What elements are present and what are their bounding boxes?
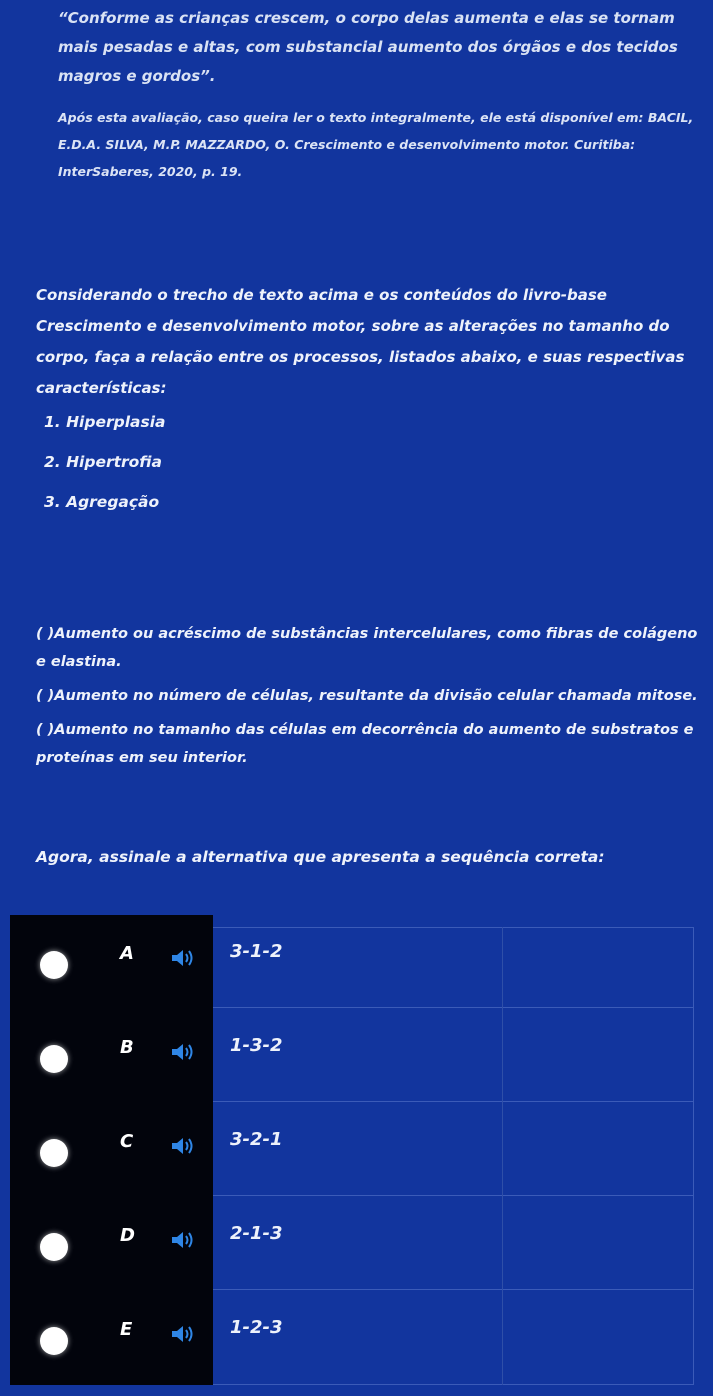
- option-divider: [213, 1101, 694, 1102]
- option-a[interactable]: [10, 915, 694, 1007]
- option-letter: E: [120, 1319, 133, 1340]
- process-list: [44, 402, 544, 522]
- statement-item: ( )Aumento no número de células, resultante da divisão celular chamada mitose.: [36, 688, 698, 704]
- option-d[interactable]: [10, 1197, 694, 1289]
- option-c[interactable]: [10, 1103, 694, 1195]
- speaker-icon[interactable]: [170, 1229, 196, 1251]
- speaker-icon[interactable]: [170, 1323, 196, 1345]
- option-sequence: 2-1-3: [230, 1223, 283, 1244]
- speaker-icon[interactable]: [170, 947, 196, 969]
- radio-icon[interactable]: [40, 1327, 68, 1355]
- option-letter: B: [120, 1037, 134, 1058]
- option-sequence: 1-2-3: [230, 1317, 283, 1338]
- option-divider: [213, 1195, 694, 1196]
- speaker-icon[interactable]: [170, 1135, 196, 1157]
- option-letter: C: [120, 1131, 134, 1152]
- statement-list: [36, 620, 701, 778]
- option-divider: [213, 1007, 694, 1008]
- speaker-icon[interactable]: [170, 1041, 196, 1063]
- source-citation: Após esta avaliação, caso queira ler o texto integralmente, ele está disponível em: BACIL, E.D.A. SILVA, M.P. MAZZARDO, O. Crescimento e desenvolvimento motor. Curitiba: InterSaberes, 2020, p. 19.: [58, 110, 694, 179]
- option-letter: A: [120, 943, 134, 964]
- radio-icon[interactable]: [40, 1233, 68, 1261]
- option-sequence: 1-3-2: [230, 1035, 283, 1056]
- process-item: 1. Hiperplasia: [44, 413, 166, 431]
- process-item: 2. Hipertrofia: [44, 453, 162, 471]
- answer-instruction: Agora, assinale a alternativa que apresenta a sequência correta:: [36, 848, 605, 866]
- option-sequence: 3-2-1: [230, 1129, 283, 1150]
- statement-item: ( )Aumento no tamanho das células em decorrência do aumento de substratos e proteínas em seu interior.: [36, 722, 694, 766]
- answer-options: [10, 915, 694, 1385]
- radio-icon[interactable]: [40, 951, 68, 979]
- option-e[interactable]: [10, 1291, 694, 1383]
- radio-icon[interactable]: [40, 1045, 68, 1073]
- process-item: 3. Agregação: [44, 493, 160, 511]
- option-divider: [213, 1289, 694, 1290]
- question-prompt: Considerando o trecho de texto acima e os conteúdos do livro-base Crescimento e desenvolvimento motor, sobre as alterações no tamanho do corpo, faça a relação entre os processos, listados abaixo, e suas respectivas características:: [36, 286, 685, 397]
- option-sequence: 3-1-2: [230, 941, 283, 962]
- quote-text: “Conforme as crianças crescem, o corpo delas aumenta e elas se tornam mais pesadas e altas, com substancial aumento dos órgãos e dos tecidos magros e gordos”.: [58, 9, 678, 85]
- radio-icon[interactable]: [40, 1139, 68, 1167]
- option-b[interactable]: [10, 1009, 694, 1101]
- option-letter: D: [120, 1225, 135, 1246]
- statement-item: ( )Aumento ou acréscimo de substâncias intercelulares, como fibras de colágeno e elastina.: [36, 626, 698, 670]
